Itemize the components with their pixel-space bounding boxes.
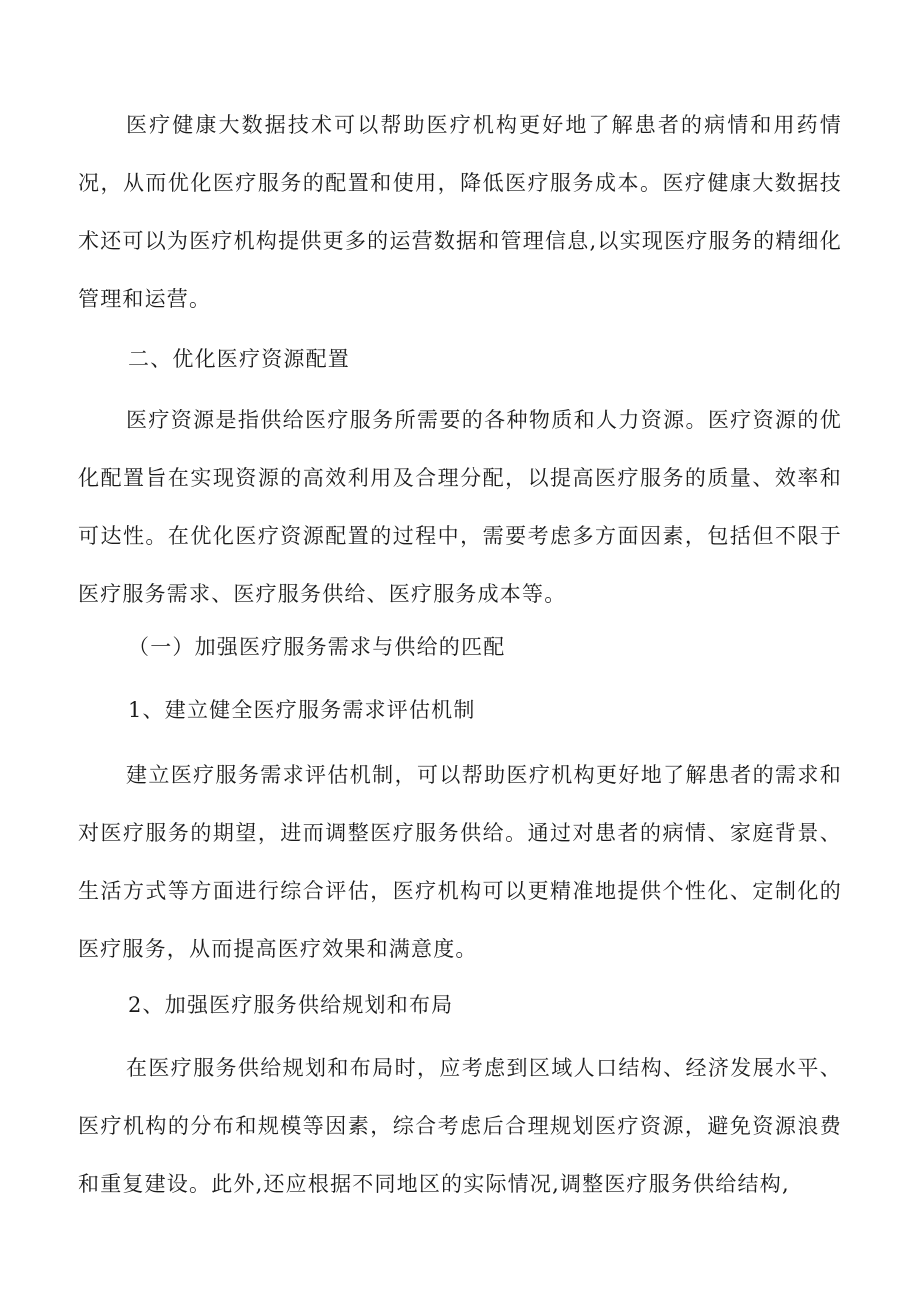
item-heading-supply-planning: 2、加强医疗服务供给规划和布局: [128, 993, 454, 1017]
paragraph-supply-planning: 在医疗服务供给规划和布局时，应考虑到区域人口结构、经济发展水平、医疗机构的分布和规模等因素，综合考虑后合理规划医疗资源，避免资源浪费和重复建设。此外,还应根据不同地区的实际情况,调整医疗服务供给结构,: [78, 1056, 842, 1196]
section-heading-optimize-resources: 二、优化医疗资源配置: [128, 347, 350, 371]
paragraph-big-data-benefits: 医疗健康大数据技术可以帮助医疗机构更好地了解患者的病情和用药情况，从而优化医疗服务的配置和使用，降低医疗服务成本。医疗健康大数据技术还可以为医疗机构提供更多的运营数据和管理信息,以实现医疗服务的精细化管理和运营。: [78, 113, 842, 311]
subsection-heading-supply-demand-match: （一）加强医疗服务需求与供给的匹配: [128, 635, 506, 659]
paragraph-resource-definition: 医疗资源是指供给医疗服务所需要的各种物质和人力资源。医疗资源的优化配置旨在实现资源的高效利用及合理分配，以提高医疗服务的质量、效率和可达性。在优化医疗资源配置的过程中，需要考虑多方面因素，包括但不限于医疗服务需求、医疗服务供给、医疗服务成本等。: [78, 408, 842, 606]
paragraph-demand-assessment: 建立医疗服务需求评估机制，可以帮助医疗机构更好地了解患者的需求和对医疗服务的期望，进而调整医疗服务供给。通过对患者的病情、家庭背景、生活方式等方面进行综合评估，医疗机构可以更精准地提供个性化、定制化的医疗服务，从而提高医疗效果和满意度。: [78, 763, 842, 961]
item-heading-demand-assessment: 1、建立健全医疗服务需求评估机制: [128, 698, 476, 722]
